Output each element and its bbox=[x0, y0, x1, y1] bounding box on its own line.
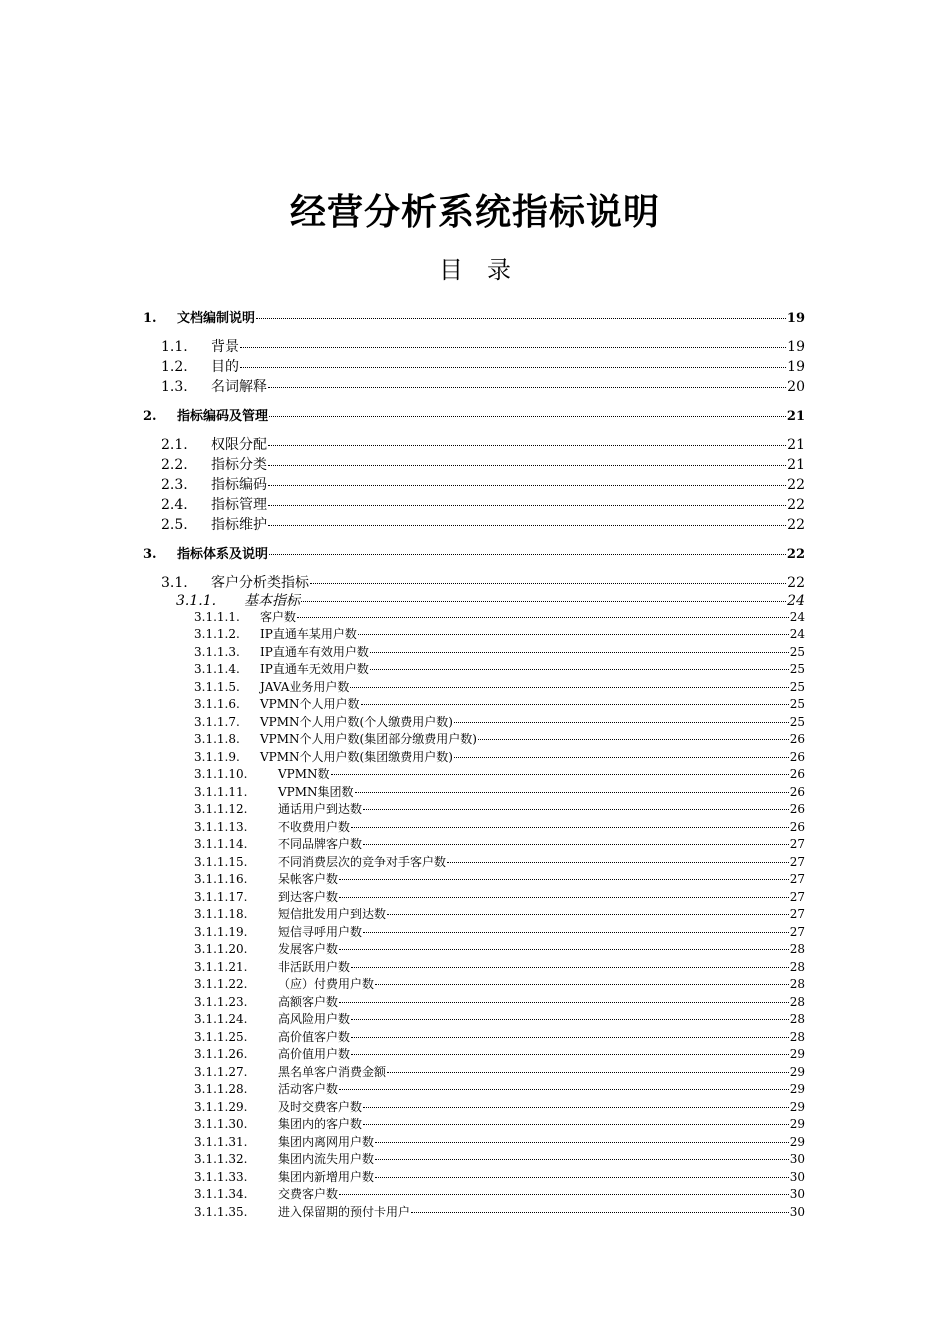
toc-entry[interactable] bbox=[194, 1080, 805, 1097]
toc-entry-number: 3.1.1.4. bbox=[194, 662, 240, 676]
toc-entry-page: 21 bbox=[787, 437, 805, 453]
toc-entry[interactable] bbox=[194, 608, 805, 625]
toc-entry-title: 高额客户数 bbox=[278, 994, 339, 1009]
document-title: 经营分析系统指标说明 bbox=[289, 192, 660, 233]
toc-entry[interactable] bbox=[194, 1115, 805, 1132]
toc-entry-title: 高价值客户数 bbox=[278, 1029, 351, 1044]
toc-entry-number: 3.1.1.17. bbox=[194, 889, 248, 904]
toc-entry[interactable] bbox=[194, 1098, 805, 1115]
toc-entry-page: 28 bbox=[789, 942, 805, 956]
toc-leader-dots bbox=[478, 739, 789, 740]
toc-entry-title: 指标编码 bbox=[211, 477, 267, 493]
toc-entry-title: 及时交费客户数 bbox=[278, 1099, 363, 1114]
toc-entry-number: 3.1.1.5. bbox=[194, 679, 240, 694]
toc-entry-number: 2.2. bbox=[161, 457, 188, 473]
toc-entry-number: 2.1. bbox=[161, 437, 188, 453]
toc-entry-title: 基本指标 bbox=[244, 593, 300, 609]
toc-entry-page: 22 bbox=[786, 547, 805, 562]
toc-heading: 目 录 bbox=[439, 256, 511, 284]
toc-entry-title: 客户分析类指标 bbox=[211, 575, 309, 591]
toc-entry[interactable] bbox=[194, 800, 805, 817]
toc-entry-number: 3.1.1.12. bbox=[194, 802, 248, 816]
toc-entry-number: 3.1.1.23. bbox=[194, 994, 248, 1009]
toc-leader-dots bbox=[355, 792, 789, 793]
toc-leader-dots bbox=[339, 1194, 789, 1195]
toc-entry[interactable] bbox=[194, 1168, 805, 1185]
toc-entry-title: 指标体系及说明 bbox=[177, 547, 269, 562]
toc-leader-dots bbox=[454, 722, 789, 723]
toc-entry-title: VPMN数 bbox=[278, 767, 330, 781]
toc-leader-dots bbox=[375, 1177, 789, 1178]
toc-entry[interactable] bbox=[194, 643, 805, 660]
toc-entry-page: 29 bbox=[789, 1082, 805, 1096]
toc-entry-page: 30 bbox=[789, 1169, 805, 1184]
toc-leader-dots bbox=[268, 485, 786, 486]
toc-entry-page: 24 bbox=[789, 627, 805, 641]
toc-entry[interactable] bbox=[194, 940, 805, 957]
toc-leader-dots bbox=[297, 617, 789, 618]
toc-entry-page: 25 bbox=[789, 644, 805, 659]
toc-entry-page: 20 bbox=[787, 379, 805, 395]
toc-entry[interactable] bbox=[194, 765, 805, 782]
toc-entry-number: 3.1.1.31. bbox=[194, 1134, 248, 1149]
toc-entry-title: 到达客户数 bbox=[278, 889, 339, 904]
toc-entry-title: 活动客户数 bbox=[278, 1082, 339, 1096]
toc-entry-number: 3.1.1.10. bbox=[194, 767, 248, 781]
toc-entry-page: 21 bbox=[787, 457, 805, 473]
toc-entry-page: 26 bbox=[789, 767, 805, 781]
toc-entry-number: 3.1.1.21. bbox=[194, 959, 248, 974]
toc-entry[interactable] bbox=[194, 1185, 805, 1202]
toc-entry-number: 3.1.1.20. bbox=[194, 942, 248, 956]
toc-entry-title: 高价值用户数 bbox=[278, 1047, 351, 1061]
toc-entry-title: 文档编制说明 bbox=[177, 311, 256, 326]
toc-entry-title: 交费客户数 bbox=[278, 1187, 339, 1201]
toc-entry-title: 背景 bbox=[211, 339, 239, 355]
toc-entry-number: 3.1.1.33. bbox=[194, 1169, 248, 1184]
toc-leader-dots bbox=[363, 809, 789, 810]
toc-entry-title: VPMN个人用户数(个人缴费用户数) bbox=[260, 714, 453, 729]
toc-entry-page: 28 bbox=[789, 1012, 805, 1026]
toc-entry-page: 22 bbox=[787, 477, 805, 493]
toc-leader-dots bbox=[361, 704, 789, 705]
toc-entry[interactable] bbox=[161, 434, 805, 454]
toc-entry-page: 26 bbox=[789, 732, 805, 746]
toc-entry-number: 3.1.1.27. bbox=[194, 1064, 248, 1079]
toc-leader-dots bbox=[375, 1142, 789, 1143]
toc-leader-dots bbox=[339, 897, 789, 898]
toc-entry-page: 27 bbox=[789, 889, 805, 904]
toc-entry-page: 26 bbox=[789, 784, 805, 799]
toc-entry[interactable] bbox=[194, 1150, 805, 1167]
toc-entry-page: 27 bbox=[789, 837, 805, 851]
toc-entry-title: 集团内流失用户数 bbox=[278, 1152, 375, 1166]
toc-entry-number: 3.1.1.6. bbox=[194, 697, 240, 711]
toc-entry-title: 高风险用户数 bbox=[278, 1012, 351, 1026]
toc-entry[interactable] bbox=[161, 336, 805, 356]
toc-entry-page: 28 bbox=[789, 1029, 805, 1044]
toc-entry-number: 2.3. bbox=[161, 477, 188, 493]
toc-entry[interactable] bbox=[194, 625, 805, 642]
toc-entry-page: 29 bbox=[789, 1047, 805, 1061]
toc-entry-title: 指标编码及管理 bbox=[177, 409, 269, 424]
toc-entry-number: 2.5. bbox=[161, 517, 188, 533]
toc-entry-title: 名词解释 bbox=[211, 379, 267, 395]
toc-entry[interactable] bbox=[143, 543, 805, 562]
toc-entry[interactable] bbox=[194, 1063, 805, 1080]
toc-leader-dots bbox=[351, 1019, 789, 1020]
toc-entry[interactable] bbox=[194, 1010, 805, 1027]
toc-entry-page: 29 bbox=[789, 1099, 805, 1114]
toc-entry-title: 呆帐客户数 bbox=[278, 872, 339, 886]
toc-entry-number: 3.1.1.13. bbox=[194, 819, 248, 834]
toc-entry-title: 集团内新增用户数 bbox=[278, 1169, 375, 1184]
toc-leader-dots bbox=[358, 634, 789, 635]
toc-leader-dots bbox=[351, 1037, 789, 1038]
toc-entry-number: 3.1.1.8. bbox=[194, 732, 240, 746]
toc-leader-dots bbox=[240, 347, 786, 348]
toc-leader-dots bbox=[339, 1089, 789, 1090]
toc-entry[interactable] bbox=[194, 713, 805, 730]
toc-entry-page: 27 bbox=[789, 907, 805, 921]
toc-entry-page: 25 bbox=[789, 679, 805, 694]
toc-leader-dots bbox=[370, 669, 789, 670]
toc-leader-dots bbox=[351, 827, 789, 828]
toc-entry-number: 1.1. bbox=[161, 339, 188, 355]
toc-leader-dots bbox=[363, 932, 789, 933]
toc-leader-dots bbox=[310, 583, 786, 584]
toc-entry[interactable] bbox=[161, 494, 805, 514]
toc-entry-page: 28 bbox=[789, 959, 805, 974]
toc-entry-title: 集团内的客户数 bbox=[278, 1117, 363, 1131]
toc-entry[interactable] bbox=[161, 572, 805, 592]
toc-leader-dots bbox=[268, 465, 786, 466]
toc-entry[interactable] bbox=[194, 853, 805, 870]
toc-entry[interactable] bbox=[194, 748, 805, 765]
toc-entry-number: 3.1.1.29. bbox=[194, 1099, 248, 1114]
toc-leader-dots bbox=[269, 416, 786, 417]
toc-entry-number: 3.1. bbox=[161, 575, 188, 591]
toc-entry-title: 不收费用户数 bbox=[278, 819, 351, 834]
toc-entry-title: JAVA业务用户数 bbox=[260, 679, 350, 694]
toc-entry-page: 19 bbox=[787, 339, 805, 355]
toc-entry-number: 3.1.1.14. bbox=[194, 837, 248, 851]
toc-entry-title: VPMN个人用户数(集团缴费用户数) bbox=[260, 749, 453, 764]
toc-entry-title: 黑名单客户消费金额 bbox=[278, 1064, 387, 1079]
toc-entry[interactable] bbox=[194, 1133, 805, 1150]
toc-entry-title: IP直通车无效用户数 bbox=[260, 662, 369, 676]
toc-entry-title: VPMN集团数 bbox=[278, 784, 354, 799]
toc-entry[interactable] bbox=[194, 993, 805, 1010]
toc-entry[interactable] bbox=[194, 958, 805, 975]
toc-leader-dots bbox=[301, 601, 786, 602]
toc-entry-title: VPMN个人用户数(集团部分缴费用户数) bbox=[260, 732, 477, 746]
toc-leader-dots bbox=[375, 1159, 789, 1160]
toc-entry-number: 3. bbox=[143, 547, 157, 562]
toc-entry[interactable] bbox=[194, 835, 805, 852]
toc-entry-number: 3.1.1.9. bbox=[194, 749, 240, 764]
toc-entry[interactable] bbox=[194, 660, 805, 677]
toc-entry-title: 进入保留期的预付卡用户 bbox=[278, 1204, 411, 1219]
toc-leader-dots bbox=[331, 774, 789, 775]
toc-entry[interactable] bbox=[194, 975, 805, 992]
toc-entry-page: 28 bbox=[789, 994, 805, 1009]
toc-entry-number: 3.1.1.16. bbox=[194, 872, 248, 886]
toc-entry-number: 2.4. bbox=[161, 497, 188, 513]
toc-entry-title: 不同品牌客户数 bbox=[278, 837, 363, 851]
toc-leader-dots bbox=[339, 879, 789, 880]
toc-entry-number: 3.1.1.1. bbox=[194, 609, 240, 624]
toc-entry-title: 发展客户数 bbox=[278, 942, 339, 956]
toc-leader-dots bbox=[350, 687, 788, 688]
toc-entry-page: 19 bbox=[786, 311, 805, 326]
toc-entry[interactable] bbox=[161, 356, 805, 376]
toc-entry[interactable] bbox=[194, 695, 805, 712]
toc-entry[interactable] bbox=[161, 514, 805, 534]
toc-entry-page: 21 bbox=[786, 409, 805, 424]
toc-entry-page: 22 bbox=[787, 497, 805, 513]
toc-entry[interactable] bbox=[194, 923, 805, 940]
toc-entry-page: 19 bbox=[787, 359, 805, 375]
toc-entry-page: 29 bbox=[789, 1134, 805, 1149]
toc-entry-number: 3.1.1.32. bbox=[194, 1152, 248, 1166]
toc-entry-page: 28 bbox=[789, 977, 805, 991]
toc-entry-title: 短信批发用户到达数 bbox=[278, 907, 387, 921]
toc-leader-dots bbox=[375, 984, 789, 985]
toc-leader-dots bbox=[447, 862, 789, 863]
toc-entry-page: 26 bbox=[789, 819, 805, 834]
toc-entry-page: 22 bbox=[787, 517, 805, 533]
toc-leader-dots bbox=[387, 1072, 789, 1073]
toc-entry-page: 26 bbox=[789, 749, 805, 764]
toc-entry-page: 30 bbox=[789, 1187, 805, 1201]
toc-entry[interactable] bbox=[194, 1045, 805, 1062]
toc-entry-title: 权限分配 bbox=[211, 437, 267, 453]
toc-leader-dots bbox=[370, 652, 789, 653]
toc-entry[interactable] bbox=[194, 783, 805, 800]
toc-entry-number: 1.2. bbox=[161, 359, 188, 375]
toc-entry-title: （应）付费用户数 bbox=[278, 977, 375, 991]
toc-entry-number: 3.1.1.18. bbox=[194, 907, 248, 921]
toc-entry-number: 1. bbox=[143, 311, 157, 326]
toc-leader-dots bbox=[256, 318, 786, 319]
toc-entry-page: 26 bbox=[789, 802, 805, 816]
toc-leader-dots bbox=[240, 367, 786, 368]
toc-entry-title: VPMN个人用户数 bbox=[260, 697, 360, 711]
toc-entry-page: 25 bbox=[789, 662, 805, 676]
toc-entry[interactable] bbox=[143, 405, 805, 424]
toc-entry-number: 3.1.1.30. bbox=[194, 1117, 248, 1131]
toc-entry-title: 非活跃用户数 bbox=[278, 959, 351, 974]
toc-leader-dots bbox=[363, 1124, 789, 1125]
toc-leader-dots bbox=[339, 1002, 789, 1003]
toc-leader-dots bbox=[411, 1212, 789, 1213]
toc-entry-title: 短信寻呼用户数 bbox=[278, 924, 363, 939]
toc-entry-title: 集团内离网用户数 bbox=[278, 1134, 375, 1149]
toc-entry[interactable] bbox=[194, 870, 805, 887]
toc-entry[interactable] bbox=[194, 818, 805, 835]
toc-entry-page: 29 bbox=[789, 1117, 805, 1131]
toc-leader-dots bbox=[269, 554, 786, 555]
toc-entry[interactable] bbox=[194, 678, 805, 695]
toc-entry[interactable] bbox=[161, 454, 805, 474]
toc-leader-dots bbox=[268, 387, 786, 388]
toc-entry-page: 30 bbox=[789, 1152, 805, 1166]
toc-leader-dots bbox=[351, 1054, 789, 1055]
toc-leader-dots bbox=[363, 844, 789, 845]
toc-leader-dots bbox=[268, 525, 786, 526]
toc-entry-title: 指标维护 bbox=[211, 517, 267, 533]
toc-entry-title: 指标分类 bbox=[211, 457, 267, 473]
toc-entry[interactable] bbox=[161, 376, 805, 396]
toc-leader-dots bbox=[339, 949, 789, 950]
toc-entry-page: 27 bbox=[789, 854, 805, 869]
toc-entry-title: IP直通车某用户数 bbox=[260, 627, 357, 641]
toc-entry-page: 24 bbox=[787, 593, 805, 609]
toc-leader-dots bbox=[268, 445, 786, 446]
toc-entry[interactable] bbox=[194, 730, 805, 747]
toc-entry-page: 22 bbox=[787, 575, 805, 591]
toc-leader-dots bbox=[387, 914, 789, 915]
toc-entry-page: 30 bbox=[789, 1204, 805, 1219]
toc-entry-number: 2. bbox=[143, 409, 157, 424]
toc-entry-number: 3.1.1. bbox=[176, 593, 217, 609]
toc-entry[interactable] bbox=[194, 888, 805, 905]
toc-leader-dots bbox=[268, 505, 786, 506]
toc-leader-dots bbox=[363, 1107, 789, 1108]
toc-leader-dots bbox=[454, 757, 789, 758]
toc-entry-title: 客户数 bbox=[260, 609, 297, 624]
toc-entry-number: 3.1.1.22. bbox=[194, 977, 248, 991]
toc-entry-number: 3.1.1.19. bbox=[194, 924, 248, 939]
toc-entry-title: 通话用户到达数 bbox=[278, 802, 363, 816]
toc-entry-number: 3.1.1.3. bbox=[194, 644, 240, 659]
toc-entry[interactable] bbox=[143, 307, 805, 326]
toc-entry-page: 27 bbox=[789, 924, 805, 939]
toc-entry-page: 29 bbox=[789, 1064, 805, 1079]
toc-entry[interactable] bbox=[194, 905, 805, 922]
toc-entry-number: 3.1.1.7. bbox=[194, 714, 240, 729]
toc-entry-title: 指标管理 bbox=[211, 497, 267, 513]
toc-entry-number: 1.3. bbox=[161, 379, 188, 395]
toc-entry-page: 24 bbox=[789, 609, 805, 624]
toc-entry-page: 25 bbox=[789, 697, 805, 711]
toc-entry-page: 27 bbox=[789, 872, 805, 886]
toc-entry-title: 不同消费层次的竞争对手客户数 bbox=[278, 854, 447, 869]
toc-entry-page: 25 bbox=[789, 714, 805, 729]
toc-entry-number: 3.1.1.15. bbox=[194, 854, 248, 869]
toc-entry-number: 3.1.1.25. bbox=[194, 1029, 248, 1044]
toc-entry[interactable] bbox=[194, 1203, 805, 1220]
toc-entry-title: 目的 bbox=[211, 359, 239, 375]
toc-entry-number: 3.1.1.34. bbox=[194, 1187, 248, 1201]
toc-entry-number: 3.1.1.24. bbox=[194, 1012, 248, 1026]
toc-entry-number: 3.1.1.11. bbox=[194, 784, 248, 799]
toc-entry-number: 3.1.1.2. bbox=[194, 627, 240, 641]
toc-entry-number: 3.1.1.35. bbox=[194, 1204, 248, 1219]
toc-entry[interactable] bbox=[194, 1028, 805, 1045]
toc-entry[interactable] bbox=[161, 474, 805, 494]
toc-entry-title: IP直通车有效用户数 bbox=[260, 644, 369, 659]
toc-entry-number: 3.1.1.26. bbox=[194, 1047, 248, 1061]
toc-entry-number: 3.1.1.28. bbox=[194, 1082, 248, 1096]
toc-leader-dots bbox=[351, 967, 789, 968]
